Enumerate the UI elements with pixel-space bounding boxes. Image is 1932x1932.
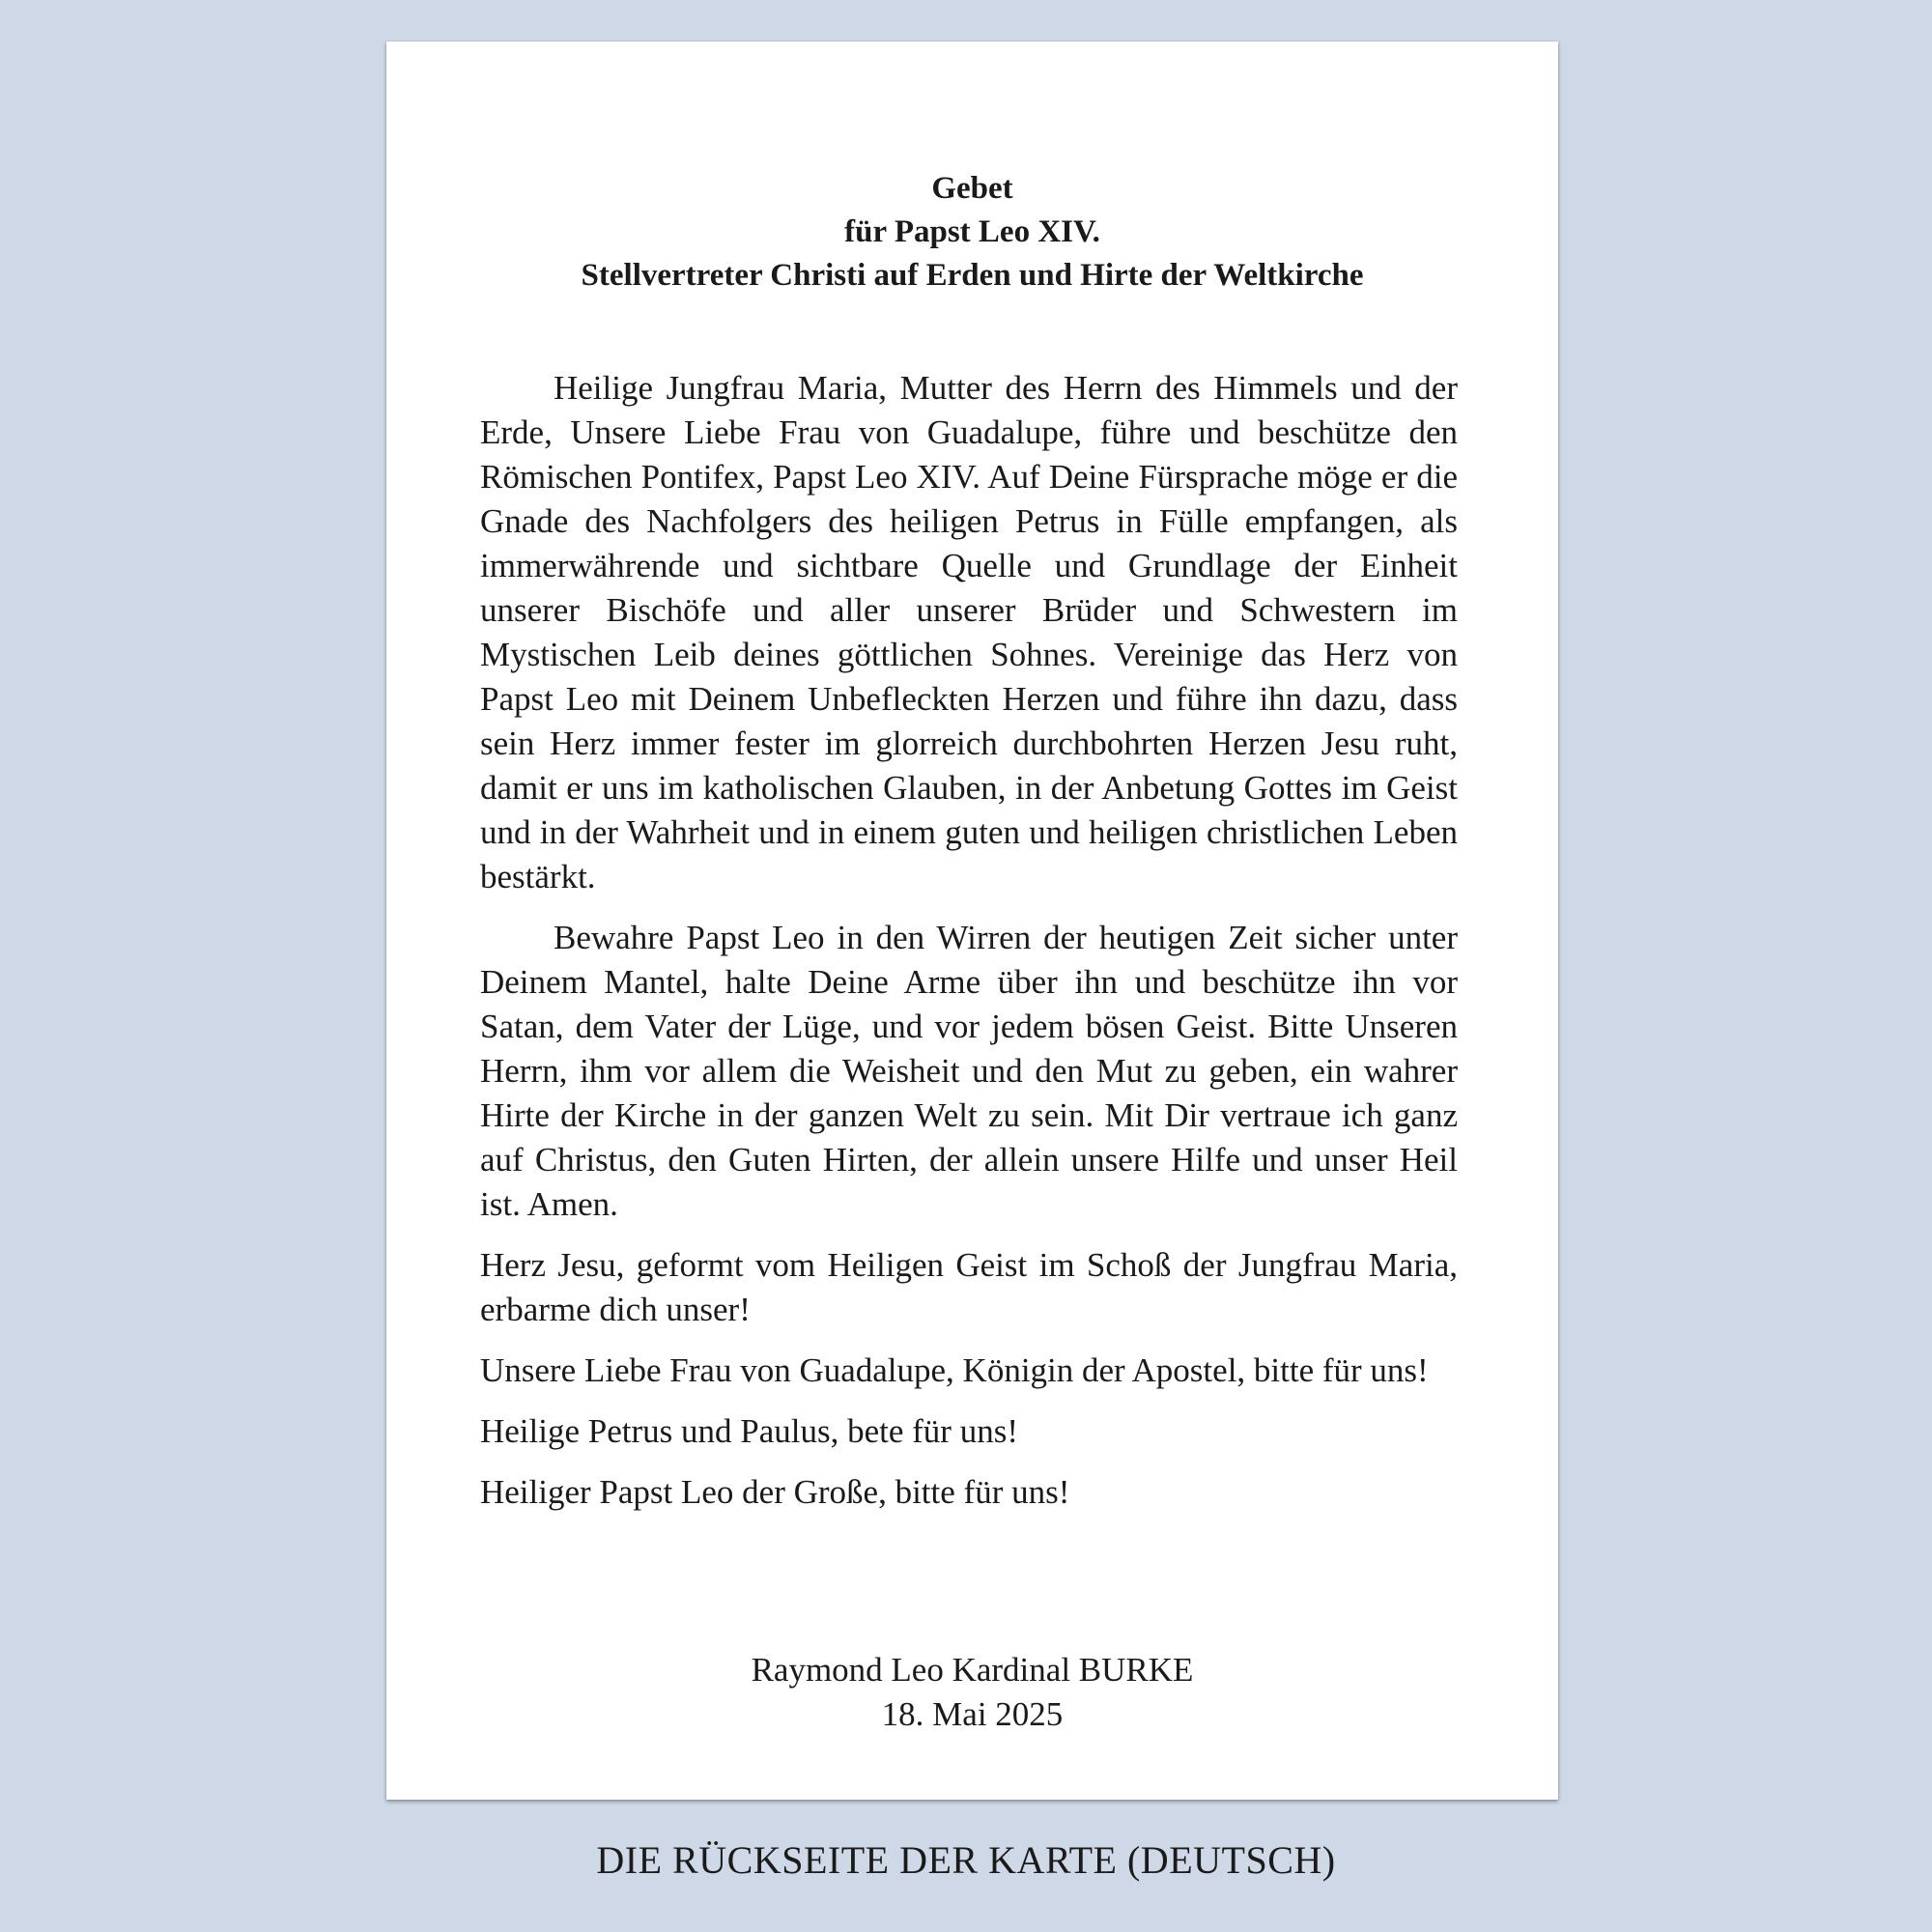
heading-line-3: Stellvertreter Christi auf Erden und Hirte der Weltkirche: [581, 258, 1364, 293]
signature-date: 18. Mai 2025: [881, 1695, 1064, 1733]
prayer-paragraph-1: Heilige Jungfrau Maria, Mutter des Herrn des Himmels und der Erde, Unsere Liebe Frau von Guadalupe, führe und beschütze den Römischen Pontifex, Papst Leo XIV. Auf Deine Fürsprache möge er die Gnade des Nachfolgers des heiligen Petrus in Fülle empfangen, als immerwährende und sichtbare Quelle und Grundlage der Einheit unserer Bischöfe und aller unserer Brüder und Schwestern im Mystischen Leib deines göttlichen Sohnes. Vereinige das Herz von Papst Leo mit Deinem Unbefleckten Herzen und führe ihn dazu, dass sein Herz immer fester im glorreich durchbohrten Herzen Jesu ruht, damit er uns im katholischen Glauben, in der Anbetung Gottes im Geist und in der Wahrheit und in einem guten und heiligen christlichen Leben bestärkt.: [480, 369, 1458, 895]
image-caption: DIE RÜCKSEITE DER KARTE (DEUTSCH): [596, 1838, 1336, 1882]
invocation-peter-paul: Heilige Petrus und Paulus, bete für uns!: [480, 1412, 1018, 1450]
prayer-card: [386, 42, 1558, 1800]
heading-line-2: für Papst Leo XIV.: [844, 214, 1100, 249]
heading-line-1: Gebet: [931, 171, 1013, 206]
invocation-leo-the-great: Heiliger Papst Leo der Große, bitte für uns!: [480, 1473, 1070, 1511]
invocation-sacred-heart: Herz Jesu, geformt vom Heiligen Geist im Schoß der Jungfrau Maria, erbarme dich unser!: [480, 1246, 1458, 1328]
prayer-paragraph-2: Bewahre Papst Leo in den Wirren der heutigen Zeit sicher unter Deinem Mantel, halte Deine Arme über ihn und beschütze ihn vor Satan, dem Vater der Lüge, und vor jedem bösen Geist. Bitte Unseren Herrn, ihm vor allem die Weisheit und den Mut zu geben, ein wahrer Hirte der Kirche in der ganzen Welt zu sein. Mit Dir vertraue ich ganz auf Christus, den Guten Hirten, der allein unsere Hilfe und unser Heil ist. Amen.: [480, 919, 1458, 1223]
prayer-heading: [386, 167, 1558, 298]
prayer-body: [480, 366, 1458, 1515]
invocation-guadalupe: Unsere Liebe Frau von Guadalupe, Königin der Apostel, bitte für uns!: [480, 1351, 1429, 1389]
signature-author: Raymond Leo Kardinal BURKE: [751, 1651, 1194, 1689]
signature-block: [386, 1648, 1558, 1737]
